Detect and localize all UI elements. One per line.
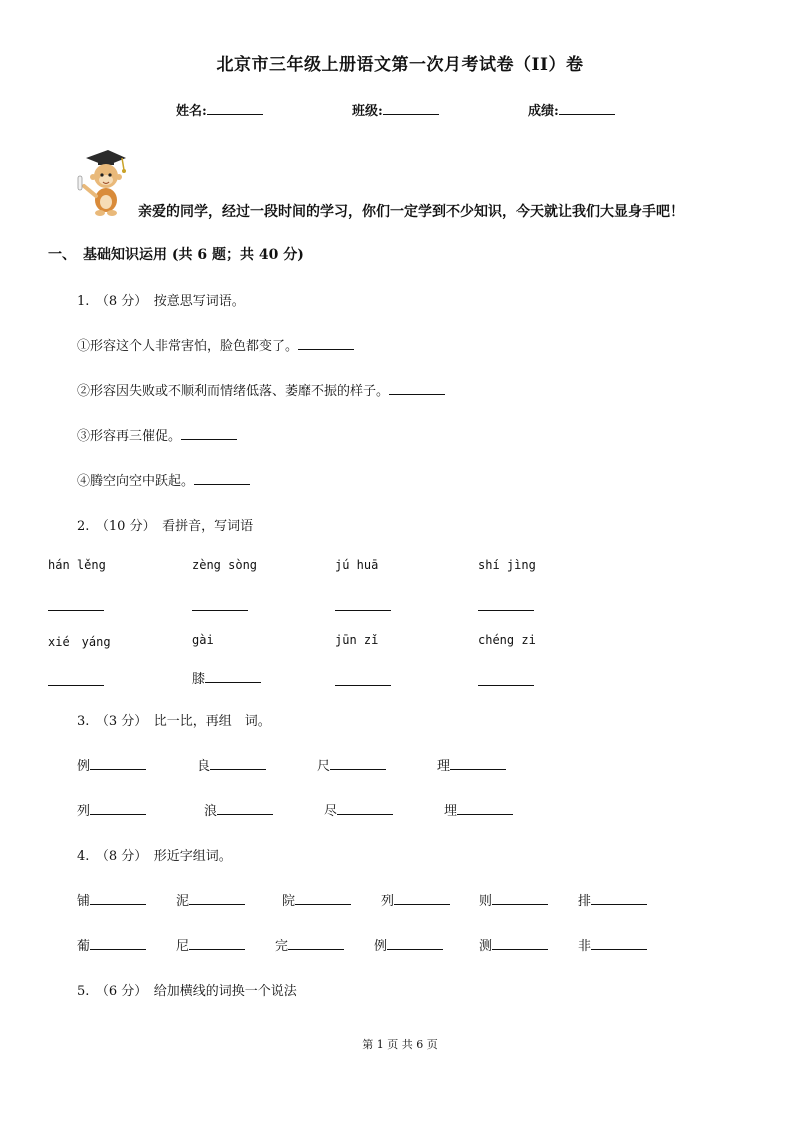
answer-blank[interactable] (90, 814, 146, 815)
question-2-stem: 2. （10 分） 看拼音，写词语 (77, 519, 254, 534)
name-label: 姓名: (176, 104, 207, 119)
answer-blank[interactable] (450, 769, 506, 770)
pinyin-label: shí jìng (478, 558, 536, 572)
question-1-item-1-text: ①形容这个人非常害怕，脸色都变了。 (77, 339, 299, 354)
similar-char: 列 (381, 894, 395, 909)
compare-char: 埋 (444, 804, 458, 819)
name-blank[interactable] (207, 114, 263, 115)
question-1-item-4 (77, 470, 250, 489)
question-1-item-4-text: ④腾空向空中跃起。 (77, 474, 195, 489)
similar-char-item (479, 935, 548, 954)
compare-item (324, 800, 393, 819)
similar-char-item (176, 935, 245, 954)
name-field[interactable] (176, 100, 263, 119)
compare-item (77, 755, 146, 774)
class-blank[interactable] (383, 114, 439, 115)
answer-blank[interactable] (389, 394, 445, 395)
compare-char: 尺 (317, 759, 331, 774)
answer-blank[interactable] (337, 814, 393, 815)
compare-item (197, 755, 266, 774)
similar-char-item (374, 935, 443, 954)
answer-blank[interactable] (387, 949, 443, 950)
answer-blank[interactable] (288, 949, 344, 950)
answer-blank[interactable] (492, 904, 548, 905)
question-1-item-3-text: ③形容再三催促。 (77, 429, 182, 444)
answer-blank[interactable] (181, 439, 237, 440)
answer-blank[interactable] (591, 949, 647, 950)
answer-blank[interactable] (330, 769, 386, 770)
pinyin-label: hán lěng (48, 558, 106, 572)
mascot-graduate-icon (74, 146, 136, 218)
pinyin-label: gài (192, 633, 214, 647)
pinyin-label: zèng sòng (192, 558, 258, 572)
question-1-stem: 1. （8 分） 按意思写词语。 (77, 294, 245, 309)
answer-blank[interactable] (90, 769, 146, 770)
similar-char: 则 (479, 894, 493, 909)
similar-char-item (282, 890, 351, 909)
score-blank[interactable] (559, 114, 615, 115)
similar-char: 完 (275, 939, 289, 954)
compare-item (444, 800, 513, 819)
greeting-text: 亲爱的同学，经过一段时间的学习，你们一定学到不少知识，今天就让我们大显身手吧！ (138, 204, 684, 220)
answer-blank[interactable] (457, 814, 513, 815)
similar-char-item (578, 890, 647, 909)
question-3-stem: 3. （3 分） 比一比，再组 词。 (77, 714, 271, 729)
answer-blank[interactable] (205, 682, 261, 683)
similar-char: 例 (374, 939, 388, 954)
compare-char: 列 (77, 804, 91, 819)
question-1-item-2 (77, 380, 445, 399)
similar-char-item (77, 890, 146, 909)
similar-char: 铺 (77, 894, 91, 909)
compare-char: 浪 (204, 804, 218, 819)
compare-item (77, 800, 146, 819)
gai-answer (192, 668, 261, 687)
class-label: 班级: (352, 104, 383, 119)
similar-char: 排 (578, 894, 592, 909)
answer-blank[interactable] (335, 671, 391, 686)
similar-char: 泥 (176, 894, 190, 909)
answer-blank[interactable] (478, 596, 534, 611)
gai-prefix-char: 膝 (192, 672, 206, 687)
compare-item (204, 800, 273, 819)
answer-blank[interactable] (335, 596, 391, 611)
question-1-item-3 (77, 425, 237, 444)
answer-blank[interactable] (90, 949, 146, 950)
answer-blank[interactable] (298, 349, 354, 350)
similar-char-item (275, 935, 344, 954)
compare-char: 尽 (324, 804, 338, 819)
answer-blank[interactable] (210, 769, 266, 770)
compare-item (437, 755, 506, 774)
similar-char-item (479, 890, 548, 909)
class-field[interactable] (352, 100, 439, 119)
similar-char-item (77, 935, 146, 954)
pinyin-label: chéng zi (478, 633, 536, 647)
compare-char: 良 (197, 759, 211, 774)
compare-item (317, 755, 386, 774)
question-1-item-2-text: ②形容因失败或不顺利而情绪低落、萎靡不振的样子。 (77, 384, 390, 399)
question-5-stem: 5. （6 分） 给加横线的词换一个说法 (77, 984, 297, 999)
answer-blank[interactable] (48, 596, 104, 611)
answer-blank[interactable] (194, 484, 250, 485)
pinyin-label: jú huā (335, 558, 379, 572)
similar-char: 院 (282, 894, 296, 909)
similar-char-item (381, 890, 450, 909)
compare-char: 例 (77, 759, 91, 774)
similar-char: 测 (479, 939, 493, 954)
page-number: 第 1 页 共 6 页 (362, 1038, 438, 1051)
compare-char: 理 (437, 759, 451, 774)
pinyin-label: jūn zǐ (335, 633, 379, 647)
answer-blank[interactable] (217, 814, 273, 815)
answer-blank[interactable] (189, 904, 245, 905)
pinyin-label: xié yáng (48, 635, 111, 649)
question-1-item-1 (77, 335, 354, 354)
similar-char: 葡 (77, 939, 91, 954)
answer-blank[interactable] (295, 904, 351, 905)
similar-char: 尼 (176, 939, 190, 954)
similar-char-item (578, 935, 647, 954)
answer-blank[interactable] (478, 671, 534, 686)
answer-blank[interactable] (90, 904, 146, 905)
answer-blank[interactable] (48, 671, 104, 686)
answer-blank[interactable] (591, 904, 647, 905)
answer-blank[interactable] (492, 949, 548, 950)
similar-char: 非 (578, 939, 592, 954)
score-field[interactable] (528, 100, 615, 119)
answer-blank[interactable] (192, 596, 248, 611)
answer-blank[interactable] (189, 949, 245, 950)
similar-char-item (176, 890, 245, 909)
exam-title: 北京市三年级上册语文第一次月考试卷（II）卷 (216, 55, 584, 75)
score-label: 成绩: (528, 104, 559, 119)
answer-blank[interactable] (394, 904, 450, 905)
question-4-stem: 4. （8 分） 形近字组词。 (77, 849, 232, 864)
section-header-basic: 一、 基础知识运用 (共 6 题；共 40 分) (48, 247, 304, 263)
